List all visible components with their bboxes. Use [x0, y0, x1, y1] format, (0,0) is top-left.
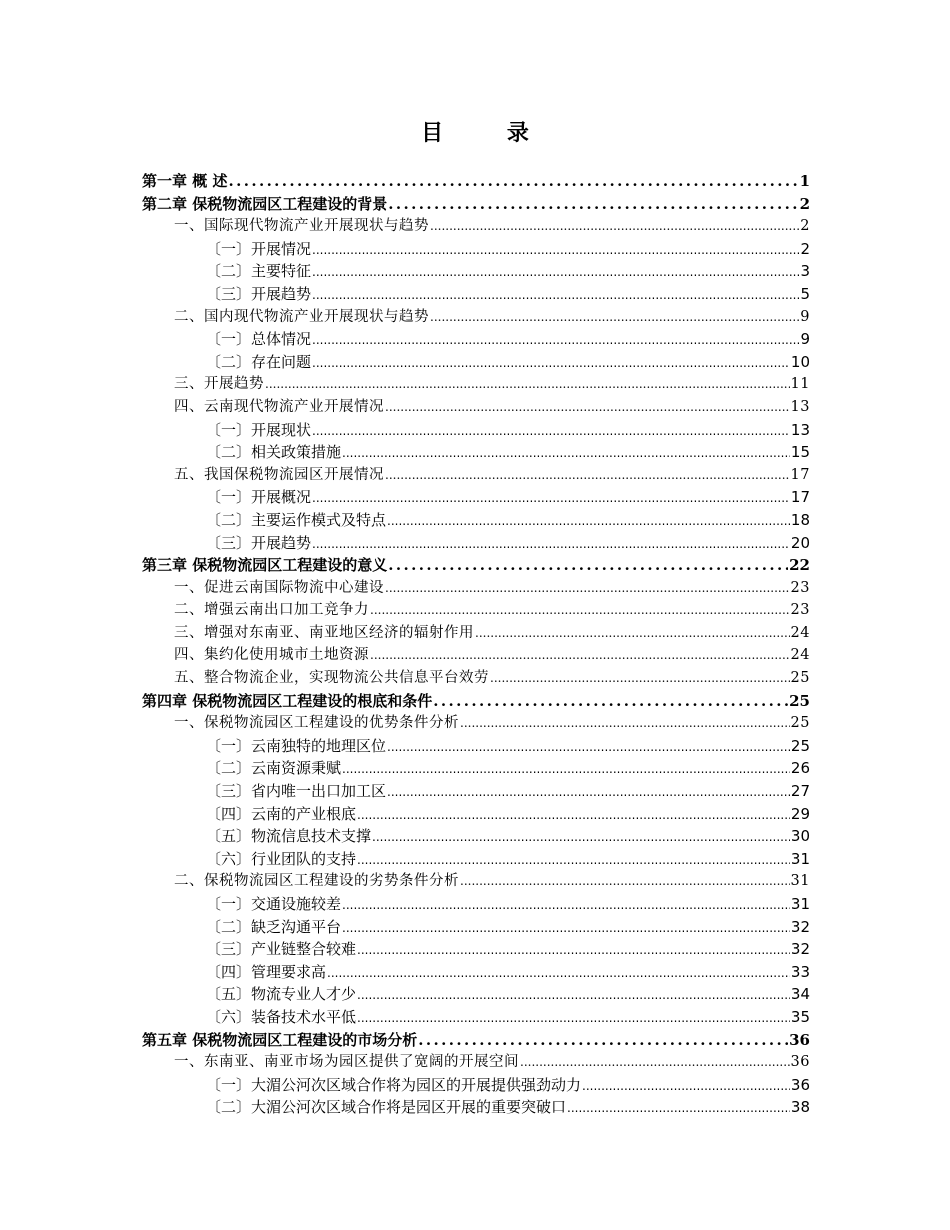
toc-entry[interactable]	[142, 848, 810, 871]
toc-entry-label: 〔四〕云南的产业根底	[206, 804, 357, 823]
toc-leader-dots	[312, 487, 790, 510]
toc-entry[interactable]	[142, 1096, 810, 1119]
toc-leader-dots	[370, 644, 790, 667]
toc-entry-label: 〔一〕开展概况	[206, 488, 312, 507]
toc-leader-dots	[460, 870, 790, 893]
toc-page-number: 34	[790, 985, 810, 1004]
toc-entry-label: 〔三〕省内唯一出口加工区	[206, 782, 387, 801]
toc-entry[interactable]	[142, 622, 810, 645]
toc-entry[interactable]	[142, 803, 810, 826]
toc-entry-label: 〔一〕大湄公河次区域合作将为园区的开展提供强劲动力	[206, 1075, 582, 1094]
toc-leader-dots	[228, 170, 798, 193]
toc-leader-dots	[372, 826, 790, 849]
toc-entry[interactable]	[142, 486, 810, 509]
toc-page-number: 26	[790, 759, 810, 778]
toc-leader-dots	[342, 917, 790, 940]
toc-page-number: 30	[790, 827, 810, 846]
toc-page-number: 33	[790, 962, 810, 981]
toc-entry[interactable]	[142, 283, 810, 306]
toc-entry[interactable]	[142, 961, 810, 984]
toc-leader-dots	[490, 667, 790, 690]
toc-page-number: 3	[800, 262, 810, 281]
toc-entry-label: 〔六〕装备技术水平低	[206, 1007, 357, 1026]
toc-entry[interactable]	[142, 667, 810, 690]
toc-entry-label: 〔一〕交通设施较差	[206, 895, 342, 913]
toc-entry[interactable]	[142, 825, 810, 848]
toc-entry-label: 第一章 概 述	[142, 172, 228, 190]
toc-page-number: 13	[790, 398, 810, 415]
toc-entry[interactable]	[142, 870, 810, 893]
toc-entry-label: 〔五〕物流信息技术支撑	[206, 827, 372, 846]
toc-entry[interactable]	[142, 690, 810, 713]
toc-entry[interactable]	[142, 215, 810, 238]
toc-leader-dots	[357, 939, 790, 962]
toc-entry-label: 二、国内现代物流产业开展现状与趋势	[174, 308, 429, 325]
toc-leader-dots	[312, 261, 799, 284]
toc-leader-dots	[520, 1051, 790, 1074]
toc-leader-dots	[433, 690, 788, 713]
toc-leader-dots	[342, 758, 790, 781]
toc-entry[interactable]	[142, 351, 810, 374]
toc-entry-label: 〔一〕开展情况	[206, 239, 312, 258]
toc-leader-dots	[387, 781, 790, 804]
toc-leader-dots	[418, 1029, 788, 1052]
toc-page-number: 38	[790, 1098, 810, 1117]
toc-entry-label: 〔二〕云南资源秉赋	[206, 759, 342, 778]
toc-entry-label: 〔二〕大湄公河次区域合作将是园区开展的重要突破口	[206, 1098, 567, 1117]
toc-entry-label: 第三章 保税物流园区工程建设的意义	[142, 556, 388, 575]
toc-entry[interactable]	[142, 712, 810, 735]
toc-page-number: 2	[800, 239, 810, 258]
toc-leader-dots	[460, 712, 790, 735]
toc-page-number: 9	[800, 308, 810, 325]
toc-page-number: 18	[790, 510, 810, 529]
toc-entry-label: 三、增强对东南亚、南亚地区经济的辐射作用	[174, 624, 474, 641]
toc-page-number: 24	[790, 647, 810, 664]
toc-leader-dots	[342, 894, 790, 917]
toc-entry[interactable]	[142, 509, 810, 532]
toc-entry[interactable]	[142, 757, 810, 780]
toc-entry-label: 一、促进云南国际物流中心建设	[174, 579, 384, 596]
toc-leader-dots	[475, 622, 790, 645]
toc-entry[interactable]	[142, 260, 810, 283]
toc-entry-label: 一、国际现代物流产业开展现状与趋势	[174, 218, 429, 235]
toc-page-number: 27	[790, 782, 810, 801]
toc-page-number: 17	[790, 466, 810, 483]
toc-leader-dots	[430, 306, 799, 329]
toc-leader-dots	[385, 464, 790, 487]
toc-title: 目 录	[421, 120, 557, 146]
toc-page-number: 2	[799, 194, 810, 213]
toc-entry-label: 一、东南亚、南亚市场为园区提供了宽阔的开展空间	[174, 1054, 519, 1071]
toc-page-number: 13	[790, 420, 810, 439]
toc-entry-label: 四、云南现代物流产业开展情况	[174, 398, 384, 415]
toc-leader-dots	[385, 396, 790, 419]
toc-page-number: 36	[789, 1030, 810, 1049]
toc-leader-dots	[357, 849, 790, 872]
toc-entry-label: 第四章 保税物流园区工程建设的根底和条件	[142, 691, 433, 710]
toc-page-number: 2	[800, 218, 810, 235]
toc-entry-label: 〔一〕云南独特的地理区位	[206, 736, 387, 755]
toc-page-number: 17	[790, 488, 810, 507]
toc-entry[interactable]	[142, 373, 810, 396]
toc-entry[interactable]	[142, 644, 810, 667]
toc-entry-label: 〔二〕主要运作模式及特点	[206, 510, 387, 529]
toc-leader-dots	[567, 1097, 790, 1120]
toc-page-number: 23	[790, 602, 810, 619]
toc-leader-dots	[388, 554, 788, 577]
toc-page-number: 36	[790, 1054, 810, 1071]
toc-page-number: 31	[790, 895, 810, 913]
toc-entry[interactable]	[142, 464, 810, 487]
toc-leader-dots	[312, 239, 799, 262]
toc-entry-label: 第五章 保税物流园区工程建设的市场分析	[142, 1030, 418, 1049]
toc-leader-dots	[430, 215, 799, 238]
toc-entry[interactable]	[142, 1074, 810, 1097]
toc-leader-dots	[582, 1075, 790, 1098]
toc-entry[interactable]	[142, 893, 810, 916]
toc-entry[interactable]	[142, 916, 810, 939]
toc-leader-dots	[312, 533, 790, 556]
toc-page-number: 23	[790, 579, 810, 596]
toc-entry-label: 五、我国保税物流园区开展情况	[174, 466, 384, 483]
toc-leader-dots	[312, 420, 790, 443]
toc-page-number: 5	[800, 284, 810, 303]
toc-page-number: 32	[790, 917, 810, 936]
toc-entry[interactable]	[142, 193, 810, 216]
toc-leader-dots	[370, 599, 790, 622]
toc-leader-dots	[312, 284, 799, 307]
toc-leader-dots	[312, 329, 799, 352]
toc-page-number: 11	[790, 376, 810, 393]
toc-entry-label: 〔一〕总体情况	[206, 330, 312, 349]
toc-page-number: 22	[789, 556, 810, 575]
toc-entry[interactable]	[142, 983, 810, 1006]
toc-entry-label: 〔二〕缺乏沟通平台	[206, 917, 342, 936]
toc-leader-dots	[265, 373, 790, 396]
toc-page-number: 36	[790, 1075, 810, 1094]
toc-leader-dots	[357, 1007, 790, 1030]
toc-entry[interactable]	[142, 532, 810, 555]
toc-entry-label: 〔三〕产业链整合较难	[206, 940, 357, 959]
toc-page-number: 25	[790, 736, 810, 755]
toc-leader-dots	[327, 962, 790, 985]
toc-page-number: 1	[799, 172, 810, 190]
toc-entry[interactable]	[142, 1006, 810, 1029]
toc-entry[interactable]	[142, 735, 810, 758]
toc-entry[interactable]	[142, 938, 810, 961]
toc-entry[interactable]	[142, 396, 810, 419]
toc-entry[interactable]	[142, 306, 810, 329]
toc-entry-label: 〔三〕开展趋势	[206, 533, 312, 552]
toc-entry-label: 三、开展趋势	[174, 376, 264, 393]
toc-entry-label: 一、保税物流园区工程建设的优势条件分析	[174, 715, 459, 732]
toc-leader-dots	[388, 193, 798, 216]
toc-entry-label: 〔六〕行业团队的支持	[206, 849, 357, 868]
toc-entry-label: 〔二〕存在问题	[206, 352, 312, 371]
toc-leader-dots	[387, 510, 790, 533]
toc-entry[interactable]	[142, 170, 810, 193]
toc-entry-label: 〔二〕主要特征	[206, 262, 312, 281]
toc-entry-label: 五、整合物流企业，实现物流公共信息平台效劳	[174, 670, 489, 687]
toc-entry[interactable]	[142, 780, 810, 803]
toc-page-number: 31	[790, 873, 810, 890]
toc-entry[interactable]	[142, 238, 810, 261]
toc-page-number: 25	[790, 670, 810, 687]
toc-page-number: 24	[790, 624, 810, 641]
toc-entry[interactable]	[142, 1029, 810, 1052]
toc-entry[interactable]	[142, 1051, 810, 1074]
toc-entry-label: 第二章 保税物流园区工程建设的背景	[142, 194, 388, 213]
toc-page-number: 25	[790, 715, 810, 732]
toc-leader-dots	[387, 736, 790, 759]
toc-entry[interactable]	[142, 441, 810, 464]
toc-entry[interactable]	[142, 577, 810, 600]
toc-page-number: 9	[800, 330, 810, 349]
toc-entry-label: 〔四〕管理要求高	[206, 962, 327, 981]
toc-page-number: 25	[789, 691, 810, 710]
toc-entry-label: 〔五〕物流专业人才少	[206, 985, 357, 1004]
toc-entry-label: 四、集约化使用城市土地资源	[174, 647, 369, 664]
toc-page-number: 29	[790, 804, 810, 823]
toc-entry-label: 〔三〕开展趋势	[206, 284, 312, 303]
toc-leader-dots	[342, 442, 790, 465]
toc-entry-label: 二、增强云南出口加工竞争力	[174, 602, 369, 619]
toc-page-number: 20	[790, 533, 810, 552]
toc-entry[interactable]	[142, 554, 810, 577]
toc-page-number: 10	[790, 352, 810, 371]
toc-entry[interactable]	[142, 599, 810, 622]
table-of-contents	[142, 170, 810, 1119]
toc-entry-label: 二、保税物流园区工程建设的劣势条件分析	[174, 873, 459, 890]
toc-page-number: 31	[790, 849, 810, 868]
toc-leader-dots	[357, 984, 790, 1007]
toc-entry-label: 〔二〕相关政策措施	[206, 443, 342, 462]
toc-page-number: 35	[790, 1007, 810, 1026]
toc-leader-dots	[312, 352, 790, 375]
toc-page-number: 32	[790, 940, 810, 959]
toc-entry[interactable]	[142, 328, 810, 351]
toc-leader-dots	[357, 804, 790, 827]
toc-entry-label: 〔一〕开展现状	[206, 420, 312, 439]
toc-leader-dots	[385, 577, 790, 600]
toc-entry[interactable]	[142, 419, 810, 442]
toc-page-number: 15	[790, 443, 810, 462]
